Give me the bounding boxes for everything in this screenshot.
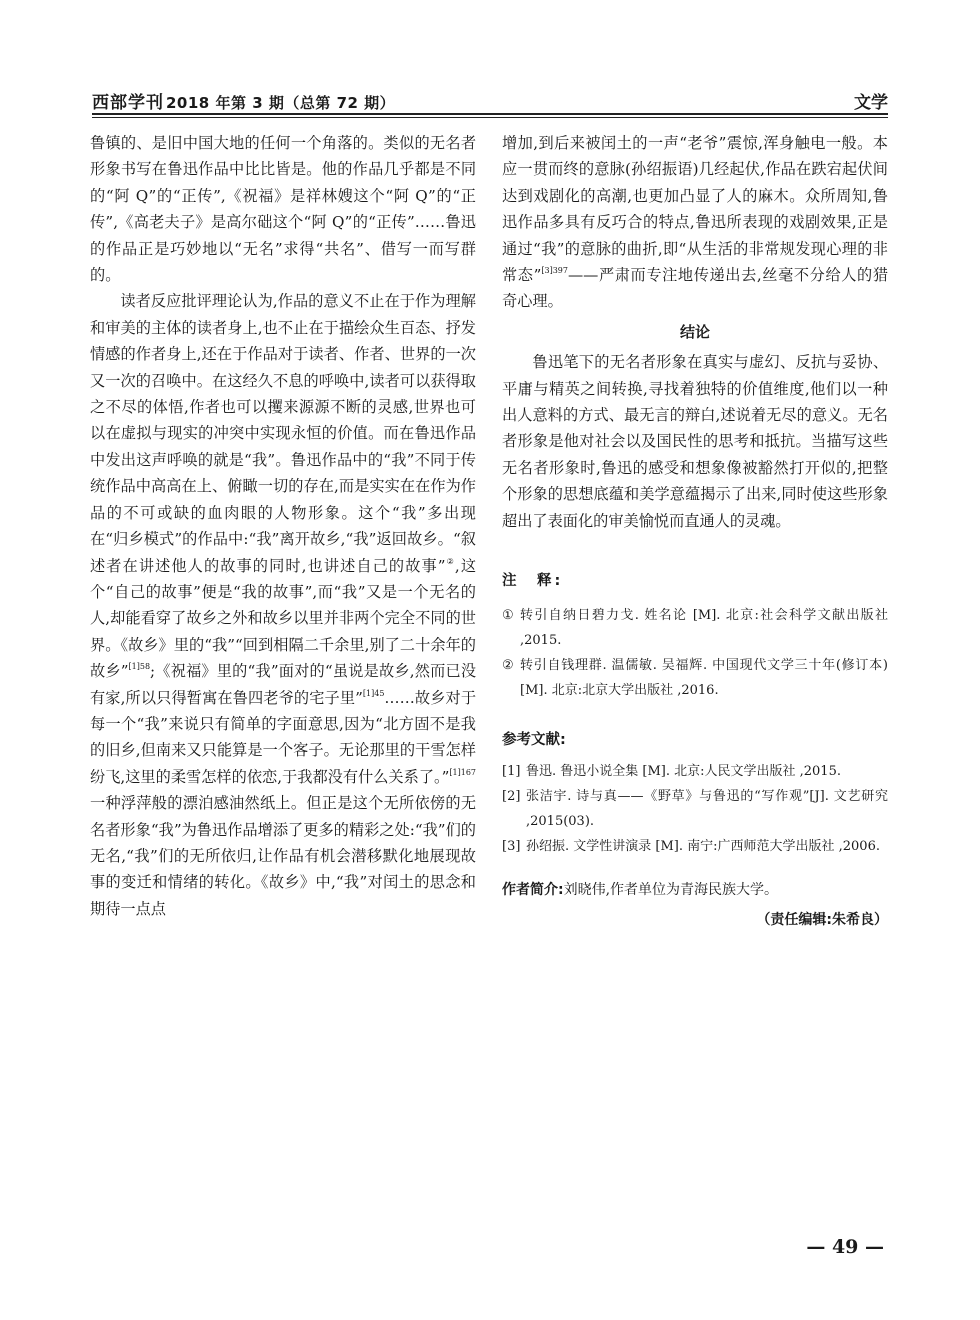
issue-info: 2018 年第 3 期（总第 72 期） — [166, 94, 396, 112]
page-number: — 49 — — [806, 1236, 884, 1258]
citation-sup: [1]167 — [449, 767, 476, 777]
paragraph-2 — [90, 288, 476, 922]
text-run: ;《祝福》里的“我”面对的“虽说是故乡,然而已没有家,所以只得暂寓在鲁四老爷的宅子里” — [90, 662, 476, 707]
references-list — [502, 759, 888, 859]
conclusion-paragraph: 鲁迅笔下的无名者形象在真实与虚幻、反抗与妥协、平庸与精英之间转换,寻找着独特的价值维度,他们以一种出人意料的方式、最无言的辩白,述说着无尽的意义。无名者形象是他对社会以及国民性的思考和抵抗。当描写这些无名者形象时,鲁迅的感受和想象像被豁然打开似的,把整个形象的思想底蕴和美学意蕴揭示了出来,同时使这些形象超出了表面化的审美愉悦而直通人的灵魂。 — [502, 353, 888, 530]
text-run: 增加,到后来被闰土的一声“老爷”震惊,浑身触电一般。本应一贯而终的意脉(孙绍振语)几经起伏,作品在跌宕起伏间达到戏剧化的高潮,也更加凸显了人的麻木。众所周知,鲁迅作品多具有反巧合的特点,鲁迅所表现的戏剧效果,正是通过“我”的意脉的曲折,即“从生活的非常规发现心理的非常态” — [502, 134, 888, 285]
left-column — [90, 130, 476, 922]
note-item — [502, 603, 888, 653]
text-run: ——严肃而专注地传递出去,丝毫不分给人的猎奇心理。 — [502, 266, 889, 311]
reference-item — [502, 834, 888, 859]
citation-sup: [1]45 — [362, 688, 385, 698]
reference-label: [3] — [502, 838, 521, 854]
reference-text: 孙绍振. 文学性讲演录 [M]. 南宁:广西师范大学出版社 ,2006. — [526, 838, 880, 854]
author-text: 刘晓伟,作者单位为青海民族大学。 — [563, 881, 779, 898]
notes-heading: 注 释: — [502, 573, 564, 590]
section-label: 文学 — [854, 93, 888, 113]
responsible-editor: （责任编辑:朱希良） — [756, 912, 888, 929]
author-label: 作者简介: — [502, 881, 564, 898]
journal-info — [92, 88, 395, 113]
reference-text: 鲁迅. 鲁迅小说全集 [M]. 北京:人民文学出版社 ,2015. — [526, 763, 841, 779]
paragraph-continued — [502, 130, 888, 315]
text-run: ,这个“自己的故事”便是“我的故事”,而“我”又是一个无名的人,却能看穿了故乡之外和故乡以里并非两个完全不同的世界。《故乡》里的“我”“回到相隔二千余里,别了二十余年的故乡” — [90, 556, 477, 681]
right-column — [502, 130, 888, 934]
reference-item — [502, 784, 888, 834]
header-rule — [92, 113, 888, 115]
text-run: 一种浮萍般的漂泊感油然纸上。但正是这个无所依傍的无名者形象“我”为鲁迅作品增添了更多的精彩之处:“我”们的无名,“我”们的无所依归,让作品有机会潜移默化地展现故事的变迁和情绪的转化。《故乡》中,“我”对闰土的思念和期待一点点 — [90, 794, 476, 918]
citation-sup: [1]58 — [128, 662, 151, 672]
paragraph-1: 鲁镇的、是旧中国大地的任何一个角落的。类似的无名者形象书写在鲁迅作品中比比皆是。他的作品几乎都是不同的“阿 Q”的“正传”,《祝福》是祥林嫂这个“阿 Q”的“正传”,《高老夫子》是高尔础这个“阿 Q”的“正传”……鲁迅的作品正是巧妙地以“无名”求得“共名”、借写一而写群的。 — [90, 134, 476, 285]
reference-label: [1] — [502, 763, 521, 779]
reference-item — [502, 759, 888, 784]
note-label: ② — [502, 657, 514, 673]
journal-name: 西部学刊 — [92, 93, 164, 113]
conclusion-heading: 结论 — [679, 322, 710, 341]
reference-label: [2] — [502, 788, 521, 804]
author-bio — [502, 877, 888, 903]
note-text: 转引自纳日碧力戈. 姓名论 [M]. 北京:社会科学文献出版社 ,2015. — [520, 607, 888, 648]
note-item — [502, 653, 888, 703]
citation-sup: [3]397 — [541, 266, 568, 276]
page-header — [92, 86, 888, 114]
text-run: 读者反应批评理论认为,作品的意义不止在于作为理解和审美的主体的读者身上,也不止在于描绘众生百态、抒发情感的作者身上,还在于作品对于读者、作者、世界的一次又一次的召唤中。在这经久不息的呼唤中,读者可以获得取之不尽的体悟,作者也可以攫来源源不断的灵感,世界也可以在虚拟与现实的冲突中实现永恒的价值。而在鲁迅作品中发出这声呼唤的就是“我”。鲁迅作品中的“我”不同于传统作品中高高在上、俯瞰一切的存在,而是实实在在作为作品的不可或缺的血肉眼的人物形象。这个“我”多出现在“归乡模式”的作品中:“我”离开故乡,“我”返回故乡。“叙述者在讲述他人的故事的同时,也讲述自己的故事” — [90, 292, 476, 575]
citation-sup: ② — [445, 556, 455, 566]
reference-text: 张洁宇. 诗与真——《野草》与鲁迅的“写作观”[J]. 文艺研究 ,2015(03). — [526, 788, 888, 829]
note-label: ① — [502, 607, 514, 623]
notes-list — [502, 603, 888, 703]
references-heading: 参考文献: — [502, 731, 566, 748]
note-text: 转引自钱理群. 温儒敏. 吴福辉. 中国现代文学三十年(修订本)[M]. 北京:北京大学出版社 ,2016. — [520, 657, 888, 698]
text-run: ……故乡对于每一个“我”来说只有简单的字面意思,因为“北方固不是我的旧乡,但南来又只能算是一个客子。无论那里的干雪怎样纷飞,这里的柔雪怎样的依恋,于我都没有什么关系了。” — [90, 688, 476, 786]
header-rule-thin — [92, 117, 888, 118]
